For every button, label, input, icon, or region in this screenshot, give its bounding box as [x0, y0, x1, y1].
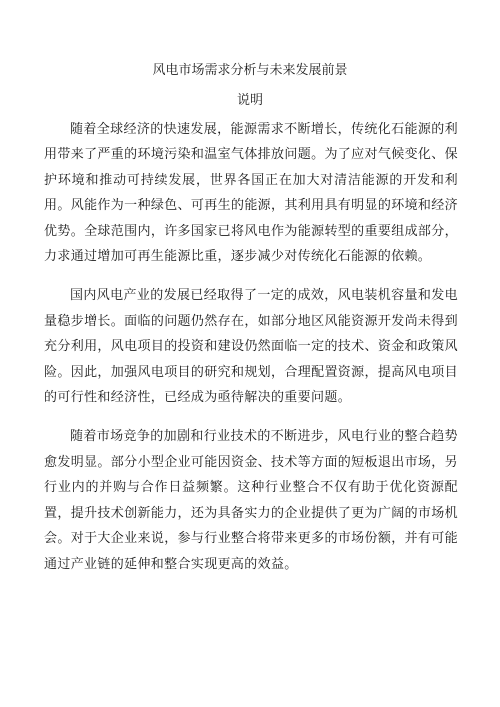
paragraph-2: 国内风电产业的发展已经取得了一定的成效，风电装机容量和发电量稳步增长。面临的问题仍然存在，如部分地区风能资源开发尚未得到充分利用，风电项目的投资和建设仍然面临一定的技术、资金和政策风险。因此，加强风电项目的研究和规划，合理配置资源，提高风电项目的可行性和经济性，已经成为亟待解决的重要问题。 — [44, 288, 458, 406]
section-heading: 说明 — [236, 93, 263, 108]
paragraph-1: 随着全球经济的快速发展，能源需求不断增长，传统化石能源的利用带来了严重的环境污染和温室气体排放问题。为了应对气候变化、保护环境和推动可持续发展，世界各国正在加大对清洁能源的开发和利用。风能作为一种绿色、可再生的能源，其利用具有明显的环境和经济优势。全球范围内，许多国家已将风电作为能源转型的重要组成部分，力求通过增加可再生能源比重，逐步减少对传统化石能源的依赖。 — [44, 122, 458, 265]
document-body — [44, 117, 458, 591]
paragraph-3: 随着市场竞争的加剧和行业技术的不断进步，风电行业的整合趋势愈发明显。部分小型企业可能因资金、技术等方面的短板退出市场，另行业内的并购与合作日益频繁。这种行业整合不仅有助于优化资源配置，提升技术创新能力，还为具备实力的企业提供了更为广阔的市场机会。对于大企业来说，参与行业整合将带来更多的市场份额，并有可能通过产业链的延伸和整合实现更高的效益。 — [44, 429, 458, 572]
document-title: 风电市场需求分析与未来发展前景 — [152, 63, 348, 78]
